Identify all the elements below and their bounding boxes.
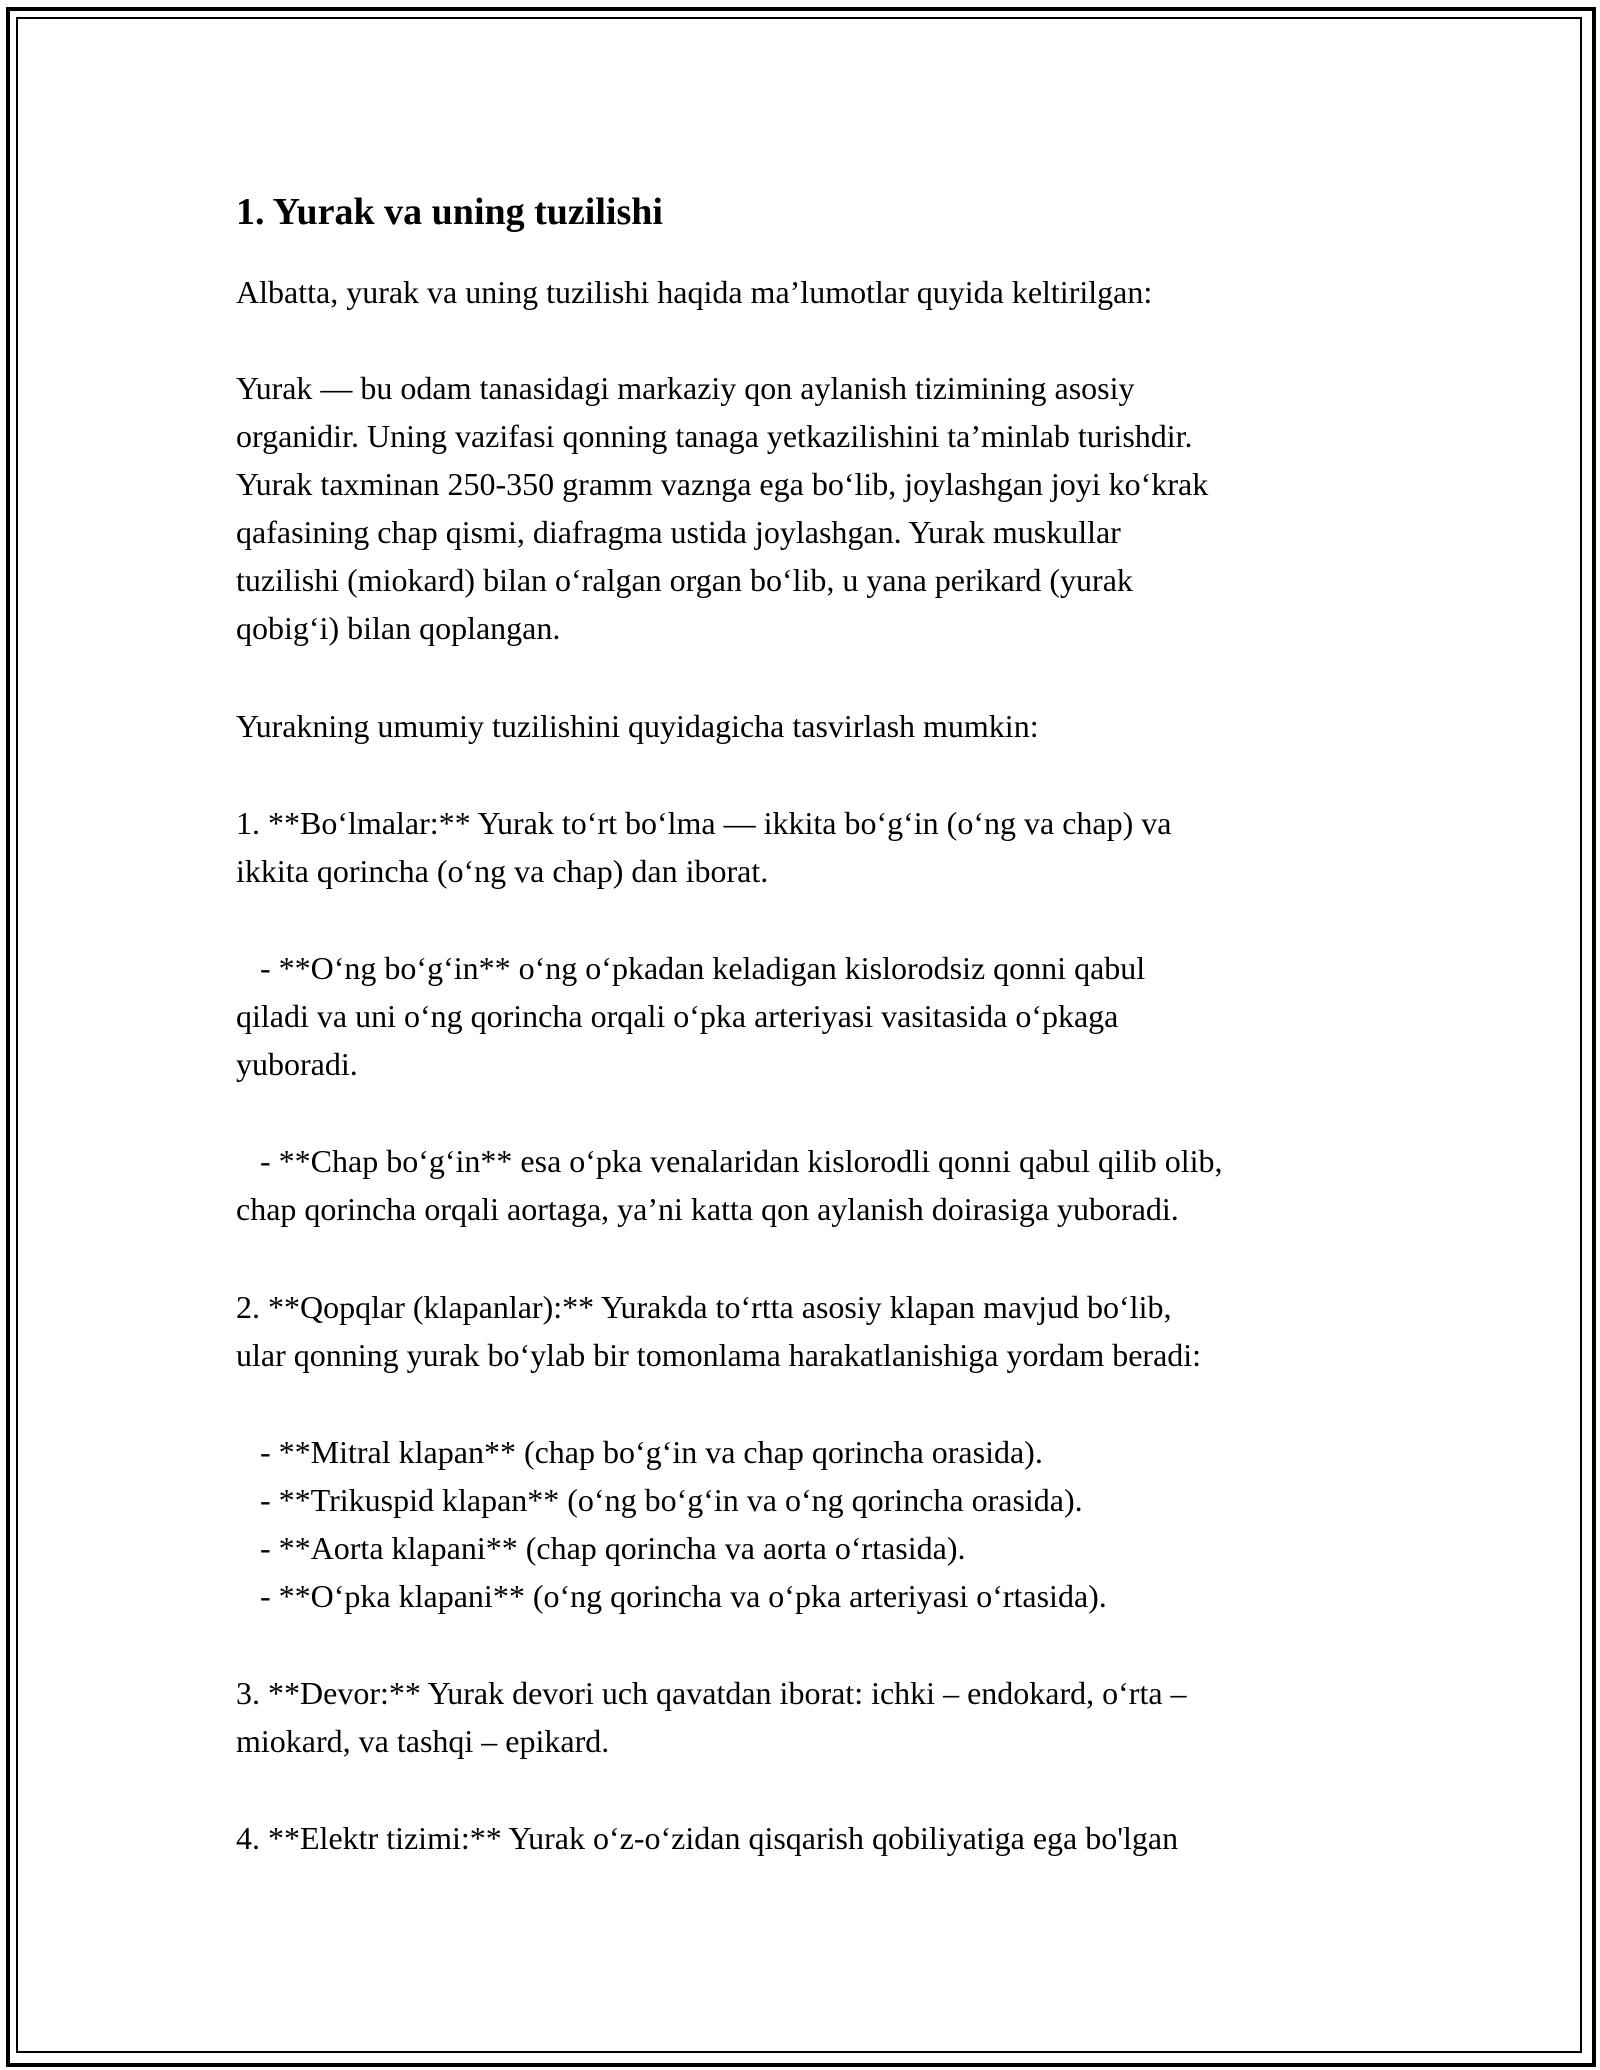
text-line: ikkita qorincha (o‘ng va chap) dan iborat. (236, 853, 769, 889)
text-line: organidir. Uning vazifasi qonning tanaga yetkazilishini ta’minlab turishdir. (236, 418, 1193, 454)
text-line: - **O‘ng bo‘g‘in** o‘ng o‘pkadan keladigan kislorodsiz qonni qabul (236, 950, 1146, 986)
text-line: - **Mitral klapan** (chap bo‘g‘in va chap qorincha orasida). (236, 1434, 1043, 1470)
text-line: 1. **Bo‘lmalar:** Yurak to‘rt bo‘lma — ikkita bo‘g‘in (o‘ng va chap) va (236, 805, 1172, 841)
text-line: Albatta, yurak va uning tuzilishi haqida ma’lumotlar quyida keltirilgan: (236, 274, 1153, 310)
text-line: qafasining chap qismi, diafragma ustida joylashgan. Yurak muskullar (236, 514, 1121, 550)
text-line: miokard, va tashqi – epikard. (236, 1723, 610, 1759)
text-line: qiladi va uni o‘ng qorincha orqali o‘pka arteriyasi vasitasida o‘pkaga (236, 998, 1119, 1034)
text-line: ular qonning yurak bo‘ylab bir tomonlama harakatlanishiga yordam beradi: (236, 1337, 1202, 1373)
text-line: chap qorincha orqali aortaga, ya’ni katta qon aylanish doirasiga yuboradi. (236, 1191, 1179, 1227)
text-line: qobig‘i) bilan qoplangan. (236, 610, 561, 646)
text-line: - **O‘pka klapani** (o‘ng qorincha va o‘pka arteriyasi o‘rtasida). (236, 1578, 1107, 1614)
page-title: 1. Yurak va uning tuzilishi (236, 191, 663, 233)
text-line: - **Chap bo‘g‘in** esa o‘pka venalaridan kislorodli qonni qabul qilib olib, (236, 1143, 1223, 1179)
text-line: Yurak taxminan 250-350 gramm vaznga ega bo‘lib, joylashgan joyi ko‘krak (236, 466, 1209, 502)
text-line: Yurak — bu odam tanasidagi markaziy qon aylanish tizimining asosiy (236, 370, 1135, 406)
text-line: 3. **Devor:** Yurak devori uch qavatdan iborat: ichki – endokard, o‘rta – (236, 1675, 1187, 1711)
text-line: Yurakning umumiy tuzilishini quyidagicha tasvirlash mumkin: (236, 708, 1039, 744)
text-line: - **Trikuspid klapan** (o‘ng bo‘g‘in va o‘ng qorincha orasida). (236, 1482, 1083, 1518)
text-line: 2. **Qopqlar (klapanlar):** Yurakda to‘rtta asosiy klapan mavjud bo‘lib, (236, 1289, 1172, 1325)
text-line: 4. **Elektr tizimi:** Yurak o‘z-o‘zidan qisqarish qobiliyatiga ega bo'lgan (236, 1820, 1179, 1856)
text-line: yuboradi. (236, 1046, 358, 1082)
text-line: tuzilishi (miokard) bilan o‘ralgan organ bo‘lib, u yana perikard (yurak (236, 562, 1133, 598)
text-line: - **Aorta klapani** (chap qorincha va aorta o‘rtasida). (236, 1530, 966, 1566)
